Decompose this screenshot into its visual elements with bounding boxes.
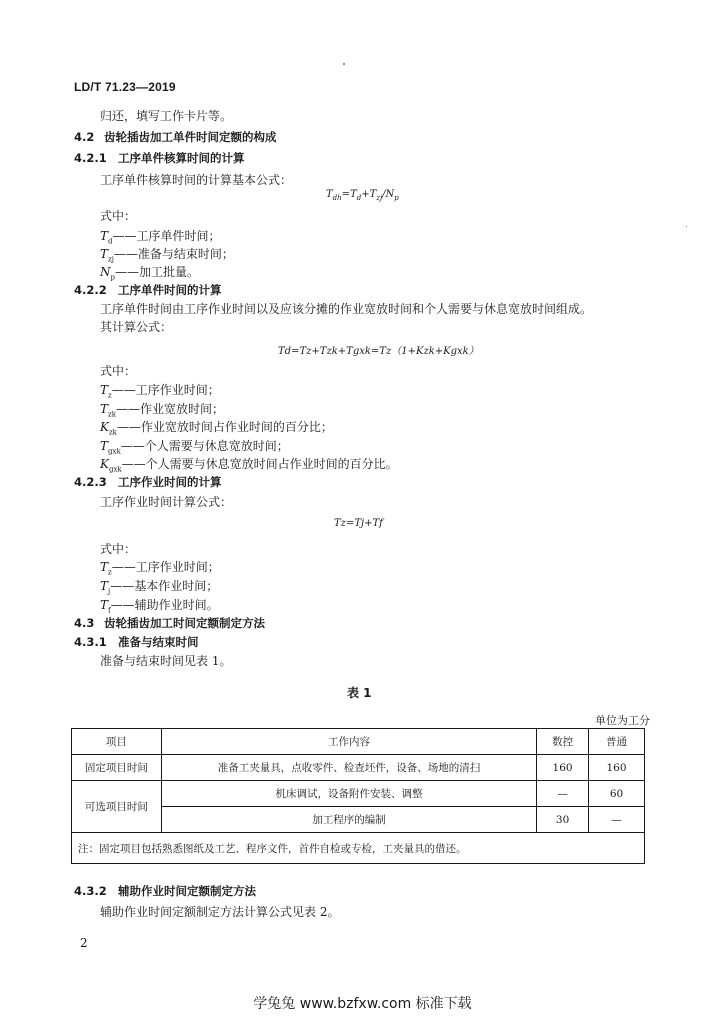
scan-speck (343, 63, 345, 65)
table-cell: 机床调试，设备附件安装、调整 (161, 781, 536, 807)
table-cell: — (537, 781, 589, 807)
definition-line: $T_d——$工序单件时间； (100, 229, 221, 246)
formula-3: Tz=Tj+Tf (334, 518, 383, 529)
table-header-cell: 数控 (537, 729, 589, 755)
scan-speck (686, 226, 687, 227)
paragraph-return: 归还，填写工作卡片等。 (100, 109, 233, 123)
heading-number: 4.2.3 (74, 475, 107, 489)
definition-line: $T_f——$辅助作业时间。 (100, 598, 219, 615)
table-cell: 加工程序的编制 (161, 807, 536, 833)
heading-number: 4.2.2 (74, 283, 107, 297)
table-header-cell: 普通 (589, 729, 645, 755)
paragraph-4-2-3: 工序作业时间计算公式： (100, 495, 233, 509)
document-code: LD/T 71.23—2019 (74, 80, 176, 94)
heading-4-3 (74, 615, 265, 631)
footer-watermark: 学兔兔 www.bzfxw.com 标准下载 (253, 996, 472, 1012)
definition-line: $T_j——$基本作业时间； (100, 579, 219, 596)
table-cell: 160 (537, 755, 589, 781)
paragraph-4-2-2b: 其计算公式： (100, 320, 173, 334)
heading-4-3-1 (74, 634, 199, 650)
heading-4-2 (74, 129, 277, 145)
shizhong-label: 式中： (100, 364, 137, 378)
heading-title: 准备与结束时间 (118, 635, 199, 649)
heading-4-2-1 (74, 150, 245, 166)
paragraph-4-3-1: 准备与结束时间见表 1。 (100, 654, 232, 668)
table-1 (71, 728, 645, 864)
heading-4-2-3 (74, 474, 222, 490)
definition-line: $K_{gxk}——$个人需要与休息宽放时间占作业时间的百分比。 (100, 457, 398, 474)
formula-2: Td=Tz+Tzk+Tgxk=Tz（1+Kzk+Kgxk） (278, 346, 479, 357)
table-header-cell: 项目 (72, 729, 162, 755)
definition-line: $T_{zj}——$准备与结束时间； (100, 247, 234, 264)
table-header-row (72, 729, 645, 755)
heading-number: 4.2.1 (74, 151, 107, 165)
table-cell: 60 (589, 781, 645, 807)
heading-title: 齿轮插齿加工单件时间定额的构成 (104, 130, 277, 144)
table-cell: 固定项目时间 (72, 755, 162, 781)
table-note-row (72, 833, 645, 864)
heading-number: 4.2 (74, 130, 95, 144)
paragraph-4-2-2a: 工序单件时间由工序作业时间以及应该分摊的作业宽放时间和个人需要与休息宽放时间组成。 (100, 302, 593, 316)
heading-title: 工序单件核算时间的计算 (118, 151, 245, 165)
definition-line: $N_p——$加工批量。 (100, 265, 199, 282)
heading-number: 4.3.2 (74, 884, 107, 898)
heading-number: 4.3.1 (74, 635, 107, 649)
definition-line: $K_{zk}——$作业宽放时间占作业时间的百分比； (100, 420, 333, 437)
heading-title: 辅助作业时间定额制定方法 (118, 884, 256, 898)
definition-line: $T_{zk}——$作业宽放时间； (100, 402, 224, 419)
table-cell: 可选项目时间 (72, 781, 162, 833)
table-title: 表 1 (347, 686, 372, 700)
table-cell: 160 (589, 755, 645, 781)
paragraph-4-3-2: 辅助作业时间定额制定方法计算公式见表 2。 (100, 905, 340, 919)
heading-title: 工序作业时间的计算 (118, 475, 222, 489)
heading-title: 齿轮插齿加工时间定额制定方法 (104, 616, 265, 630)
table-cell: — (589, 807, 645, 833)
formula-1: $T_{dh}=T_d+T_{zj}/N_p$ (326, 189, 399, 202)
heading-title: 工序单件时间的计算 (118, 283, 222, 297)
definition-line: $T_z——$工序作业时间； (100, 383, 220, 400)
heading-4-3-2 (74, 883, 256, 899)
heading-4-2-2 (74, 282, 222, 298)
definition-line: $T_z——$工序作业时间； (100, 560, 220, 577)
definition-line: $T_{gxk}——$个人需要与休息宽放时间； (100, 439, 289, 456)
page-number: 2 (80, 936, 88, 950)
shizhong-label: 式中： (100, 209, 137, 223)
table-unit: 单位为工分 (595, 714, 650, 727)
table-cell: 30 (537, 807, 589, 833)
paragraph-4-2-1: 工序单件核算时间的计算基本公式： (100, 173, 293, 187)
table-row (72, 755, 645, 781)
shizhong-label: 式中： (100, 542, 137, 556)
table-header-cell: 工作内容 (161, 729, 536, 755)
table-note: 注：固定项目包括熟悉图纸及工艺、程序文件，首件自检或专检，工夹量具的借还。 (72, 833, 645, 864)
table-row (72, 781, 645, 807)
table-cell: 准备工夹量具，点收零件、检查坯件，设备、场地的清扫 (161, 755, 536, 781)
heading-number: 4.3 (74, 616, 95, 630)
